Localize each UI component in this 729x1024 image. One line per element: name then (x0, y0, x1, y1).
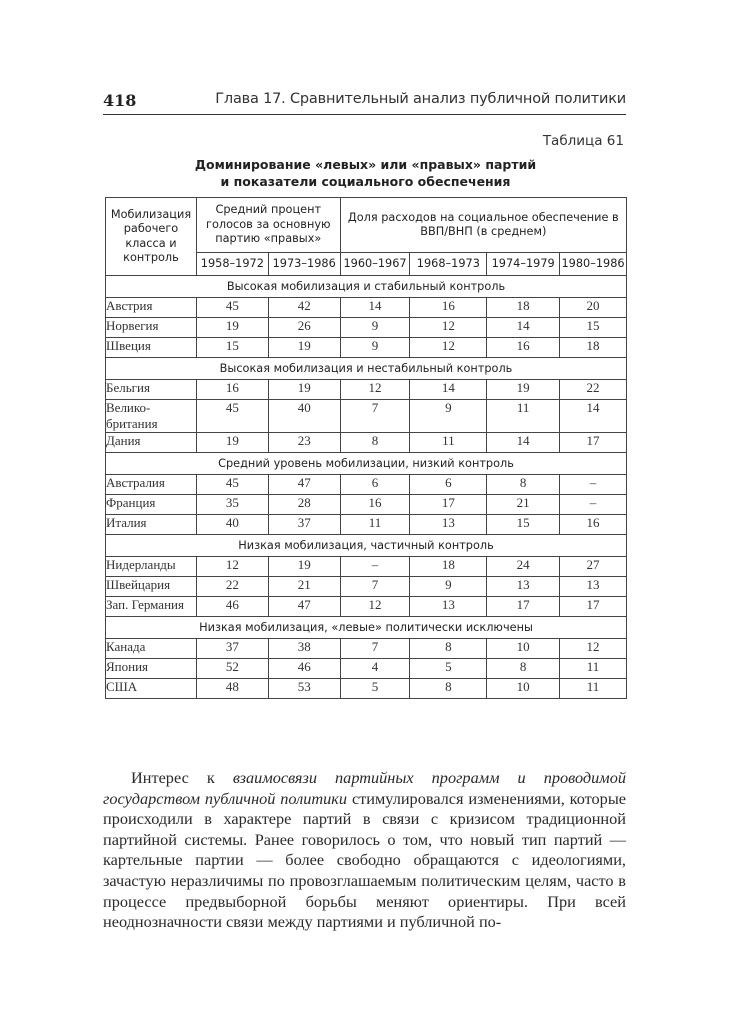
value-cell: 21 (487, 495, 560, 515)
value-cell: 8 (340, 433, 410, 453)
value-cell: – (560, 475, 627, 495)
value-cell: 47 (268, 597, 340, 617)
value-cell: 9 (340, 318, 410, 338)
country-cell: Швеция (106, 338, 197, 358)
running-head (103, 88, 626, 115)
value-cell: 12 (560, 639, 627, 659)
group-title: Средний уровень мобилизации, низкий контроль (106, 453, 627, 475)
value-cell: 14 (340, 298, 410, 318)
value-cell: 8 (487, 475, 560, 495)
table-row (106, 475, 627, 495)
page-number: 418 (103, 91, 137, 110)
value-cell: 5 (340, 679, 410, 699)
value-cell: 37 (196, 639, 268, 659)
table-row (106, 380, 627, 400)
value-cell: 9 (410, 577, 487, 597)
value-cell: 16 (410, 298, 487, 318)
value-cell: 6 (410, 475, 487, 495)
country-cell: Япония (106, 659, 197, 679)
group-title: Высокая мобилизация и стабильный контроль (106, 276, 627, 298)
value-cell: 11 (487, 400, 560, 433)
value-cell: 19 (268, 557, 340, 577)
country-cell: Австрия (106, 298, 197, 318)
value-cell: 40 (196, 515, 268, 535)
value-cell: 45 (196, 298, 268, 318)
value-cell: 11 (340, 515, 410, 535)
value-cell: 17 (560, 597, 627, 617)
table-row (106, 495, 627, 515)
value-cell: 45 (196, 400, 268, 433)
table-title (105, 156, 626, 190)
value-cell: 13 (410, 515, 487, 535)
value-cell: 45 (196, 475, 268, 495)
value-cell: 24 (487, 557, 560, 577)
table-title-line1: Доминирование «левых» или «правых» партий (194, 157, 537, 172)
value-cell: 28 (268, 495, 340, 515)
group-row (106, 535, 627, 557)
value-cell: 13 (410, 597, 487, 617)
table-row (106, 577, 627, 597)
value-cell: 15 (487, 515, 560, 535)
value-cell: 46 (268, 659, 340, 679)
value-cell: 23 (268, 433, 340, 453)
country-cell: Канада (106, 639, 197, 659)
table-title-line2: и показатели социального обеспечения (220, 174, 511, 189)
value-cell: 10 (487, 679, 560, 699)
value-cell: 48 (196, 679, 268, 699)
country-cell: Бельгия (106, 380, 197, 400)
value-cell: 46 (196, 597, 268, 617)
value-cell: 8 (487, 659, 560, 679)
group-row (106, 276, 627, 298)
value-cell: 22 (560, 380, 627, 400)
value-cell: 37 (268, 515, 340, 535)
value-cell: 14 (560, 400, 627, 433)
value-cell: 5 (410, 659, 487, 679)
value-cell: 19 (196, 433, 268, 453)
group-row (106, 453, 627, 475)
value-cell: 19 (268, 338, 340, 358)
year-header: 1968–1973 (410, 253, 487, 276)
value-cell: 12 (340, 597, 410, 617)
value-cell: 12 (410, 338, 487, 358)
value-cell: 15 (196, 338, 268, 358)
country-cell: Италия (106, 515, 197, 535)
value-cell: 19 (268, 380, 340, 400)
value-cell: 8 (410, 639, 487, 659)
group-title: Низкая мобилизация, частичный контроль (106, 535, 627, 557)
value-cell: 7 (340, 577, 410, 597)
value-cell: 16 (560, 515, 627, 535)
value-cell: – (560, 495, 627, 515)
value-cell: 7 (340, 400, 410, 433)
value-cell: 8 (410, 679, 487, 699)
value-cell: 11 (560, 659, 627, 679)
value-cell: 22 (196, 577, 268, 597)
value-cell: 18 (410, 557, 487, 577)
country-cell: Швейцария (106, 577, 197, 597)
value-cell: 13 (560, 577, 627, 597)
value-cell: 14 (487, 318, 560, 338)
value-cell: 4 (340, 659, 410, 679)
value-cell: 12 (340, 380, 410, 400)
value-cell: 17 (560, 433, 627, 453)
year-header: 1960–1967 (340, 253, 410, 276)
table-row (106, 679, 627, 699)
value-cell: 12 (410, 318, 487, 338)
value-cell: 40 (268, 400, 340, 433)
chapter-title: Глава 17. Сравнительный анализ публичной политики (215, 91, 626, 107)
table-row (106, 298, 627, 318)
table-row (106, 400, 627, 433)
header-votes: Средний процент голосов за основную партию «правых» (196, 198, 340, 253)
header-spending: Доля расходов на социальное обеспечение в ВВП/ВНП (в среднем) (340, 198, 626, 253)
value-cell: 38 (268, 639, 340, 659)
header-mobilization: Мобилизация рабочего класса и контроль (106, 198, 197, 276)
value-cell: 53 (268, 679, 340, 699)
table-row (106, 639, 627, 659)
value-cell: 17 (410, 495, 487, 515)
group-row (106, 358, 627, 380)
year-header: 1974–1979 (487, 253, 560, 276)
country-cell: Австралия (106, 475, 197, 495)
country-cell: Нидерланды (106, 557, 197, 577)
country-cell: Франция (106, 495, 197, 515)
country-cell: США (106, 679, 197, 699)
country-cell: Зап. Германия (106, 597, 197, 617)
year-header: 1980–1986 (560, 253, 627, 276)
value-cell: 42 (268, 298, 340, 318)
value-cell: 14 (410, 380, 487, 400)
value-cell: 9 (410, 400, 487, 433)
italic-phrase: взаимосвязи партийных программ и проводимой государством публичной политики (103, 768, 626, 808)
value-cell: 16 (340, 495, 410, 515)
table-row (106, 338, 627, 358)
country-cell: Велико- британия (106, 400, 197, 433)
value-cell: 27 (560, 557, 627, 577)
value-cell: 21 (268, 577, 340, 597)
value-cell: 16 (487, 338, 560, 358)
value-cell: 15 (560, 318, 627, 338)
value-cell: 18 (560, 338, 627, 358)
value-cell: 9 (340, 338, 410, 358)
value-cell: 11 (410, 433, 487, 453)
country-cell: Норвегия (106, 318, 197, 338)
table-row (106, 597, 627, 617)
table-row (106, 659, 627, 679)
body-paragraph: Интерес к взаимосвязи партийных программ и проводимой государством публичной политики стимулировался изменениями, которые происходили в характере партий в связи с кризисом традиционной партийной системы. Ранее говорилось о том, что новый тип партий — картельные партии — более свободно обращаются с идеологиями, зачастую неразличимы по провозглашаемым политическим целям, часто в процессе предвыборной борьбы меняют ориентиры. При всей неоднозначности связи между партиями и публичной по- (103, 768, 626, 932)
table-row (106, 557, 627, 577)
data-table (105, 197, 627, 699)
table-row (106, 515, 627, 535)
table-label: Таблица 61 (542, 133, 624, 149)
value-cell: 14 (487, 433, 560, 453)
table-row (106, 433, 627, 453)
value-cell: 17 (487, 597, 560, 617)
value-cell: 7 (340, 639, 410, 659)
year-header: 1973–1986 (268, 253, 340, 276)
value-cell: 12 (196, 557, 268, 577)
year-header: 1958–1972 (196, 253, 268, 276)
group-title: Низкая мобилизация, «левые» политически исключены (106, 617, 627, 639)
value-cell: 35 (196, 495, 268, 515)
value-cell: 6 (340, 475, 410, 495)
value-cell: 20 (560, 298, 627, 318)
value-cell: 52 (196, 659, 268, 679)
value-cell: 47 (268, 475, 340, 495)
value-cell: 11 (560, 679, 627, 699)
value-cell: 13 (487, 577, 560, 597)
value-cell: 26 (268, 318, 340, 338)
value-cell: 16 (196, 380, 268, 400)
value-cell: 10 (487, 639, 560, 659)
value-cell: 19 (487, 380, 560, 400)
value-cell: 19 (196, 318, 268, 338)
group-title: Высокая мобилизация и нестабильный контроль (106, 358, 627, 380)
group-row (106, 617, 627, 639)
value-cell: – (340, 557, 410, 577)
country-cell: Дания (106, 433, 197, 453)
value-cell: 18 (487, 298, 560, 318)
table-row (106, 318, 627, 338)
